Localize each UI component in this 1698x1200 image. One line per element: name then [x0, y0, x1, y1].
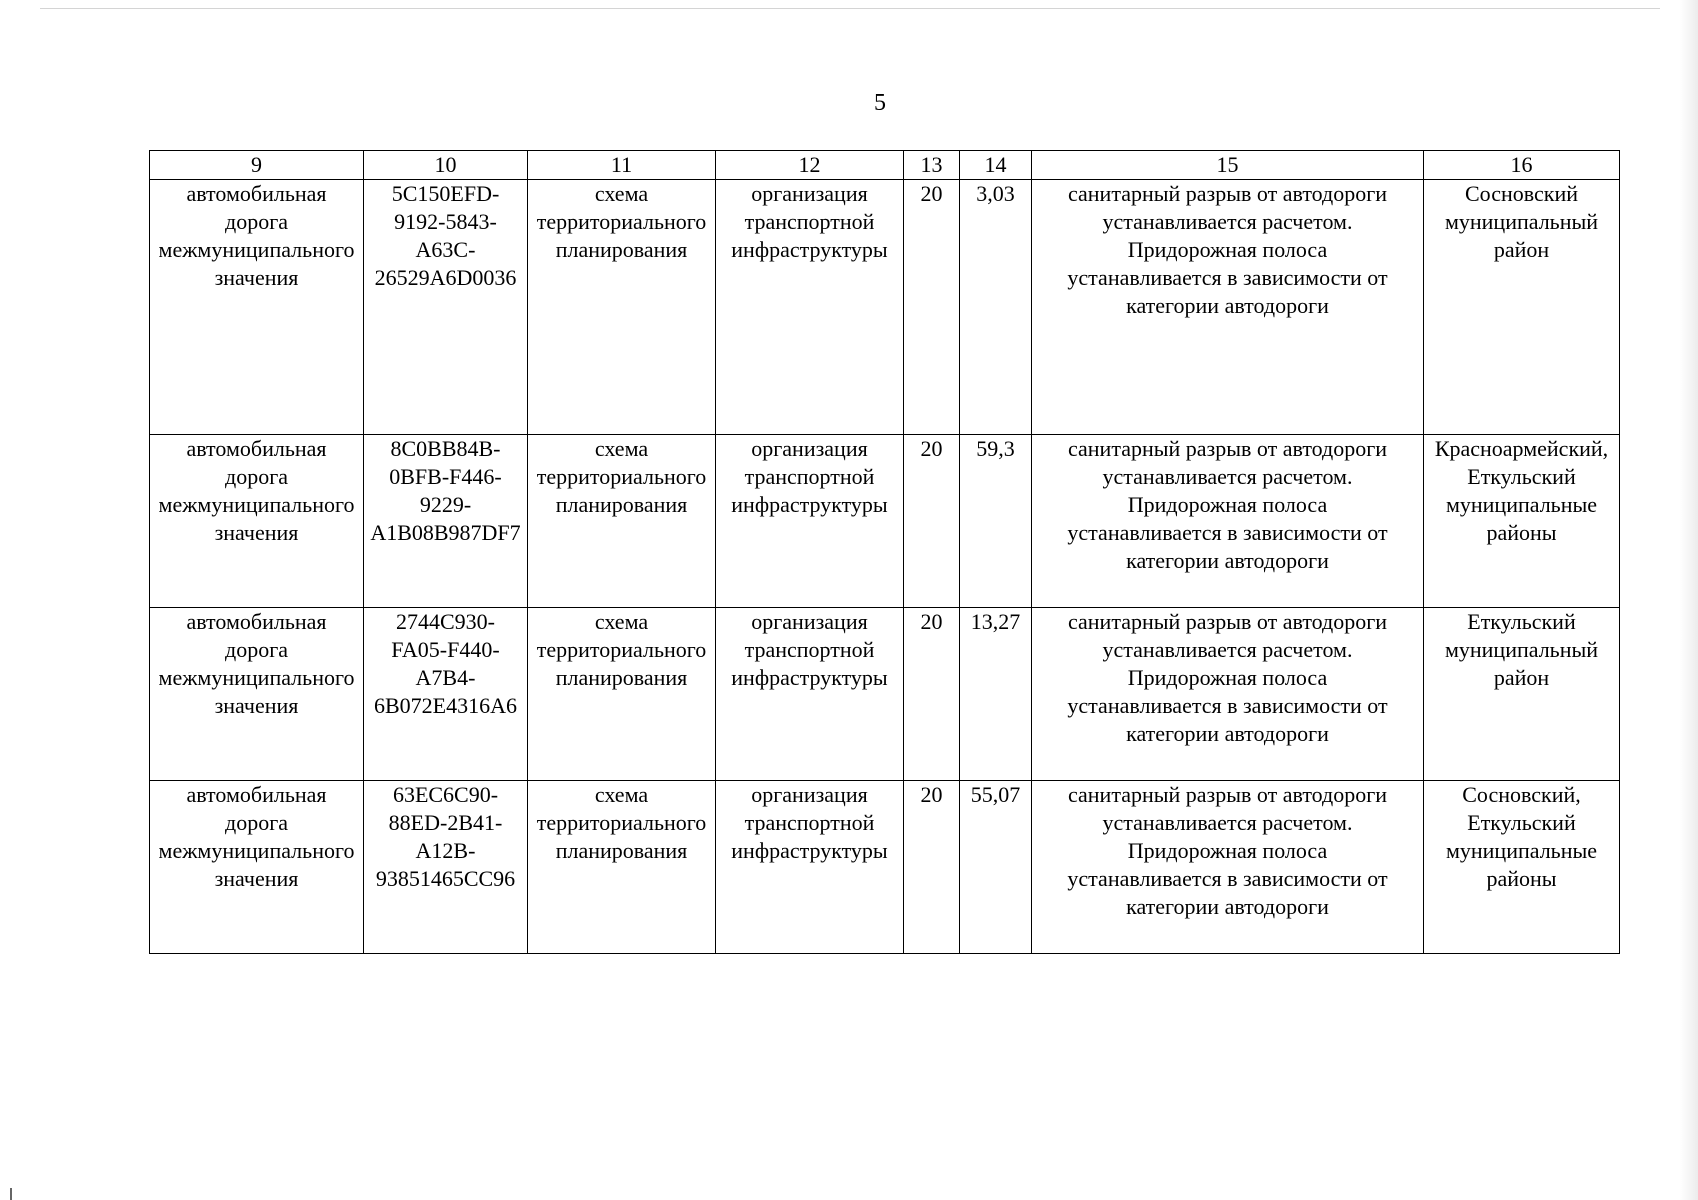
cell-length: 55,07: [960, 781, 1032, 954]
table-row: [150, 781, 1620, 954]
table-row: [150, 608, 1620, 781]
cell-object-id: 63EC6C90- 88ED-2B41- A12B- 93851465CC96: [364, 781, 528, 954]
cell-district: Красноармейский, Еткульский муниципальные районы: [1424, 435, 1620, 608]
cell-document: схема территориального планирования: [528, 180, 716, 435]
cell-object-id: 5C150EFD- 9192-5843- A63C- 26529A6D0036: [364, 180, 528, 435]
cell-zone-description: санитарный разрыв от автодороги устанавливается расчетом. Придорожная полоса устанавливается в зависимости от категории автодороги: [1032, 781, 1424, 954]
scan-artifact-mark: [10, 1188, 12, 1200]
cell-purpose: организация транспортной инфраструктуры: [716, 180, 904, 435]
cell-length: 3,03: [960, 180, 1032, 435]
cell-object-type: автомобильная дорога межмуниципального значения: [150, 781, 364, 954]
column-header: 10: [364, 151, 528, 180]
cell-zone-description: санитарный разрыв от автодороги устанавливается расчетом. Придорожная полоса устанавливается в зависимости от категории автодороги: [1032, 435, 1424, 608]
column-header: 12: [716, 151, 904, 180]
column-header: 16: [1424, 151, 1620, 180]
cell-purpose: организация транспортной инфраструктуры: [716, 608, 904, 781]
cell-zone-description: санитарный разрыв от автодороги устанавливается расчетом. Придорожная полоса устанавливается в зависимости от категории автодороги: [1032, 608, 1424, 781]
cell-code: 20: [904, 435, 960, 608]
cell-zone-description: санитарный разрыв от автодороги устанавливается расчетом. Придорожная полоса устанавливается в зависимости от категории автодороги: [1032, 180, 1424, 435]
column-header: 13: [904, 151, 960, 180]
cell-district: Еткульский муниципальный район: [1424, 608, 1620, 781]
objects-table: [149, 150, 1620, 954]
column-header: 11: [528, 151, 716, 180]
cell-object-type: автомобильная дорога межмуниципального значения: [150, 180, 364, 435]
scan-edge-shadow: [1680, 0, 1698, 1200]
cell-length: 13,27: [960, 608, 1032, 781]
cell-district: Сосновский муниципальный район: [1424, 180, 1620, 435]
cell-code: 20: [904, 180, 960, 435]
cell-document: схема территориального планирования: [528, 435, 716, 608]
cell-document: схема территориального планирования: [528, 608, 716, 781]
column-header: 15: [1032, 151, 1424, 180]
cell-purpose: организация транспортной инфраструктуры: [716, 435, 904, 608]
cell-object-type: автомобильная дорога межмуниципального значения: [150, 608, 364, 781]
column-header: 9: [150, 151, 364, 180]
cell-length: 59,3: [960, 435, 1032, 608]
column-header: 14: [960, 151, 1032, 180]
page-number: 5: [874, 90, 886, 116]
cell-code: 20: [904, 781, 960, 954]
cell-object-id: 8C0BB84B- 0BFB-F446- 9229- A1B08B987DF7: [364, 435, 528, 608]
cell-document: схема территориального планирования: [528, 781, 716, 954]
cell-district: Сосновский, Еткульский муниципальные районы: [1424, 781, 1620, 954]
cell-object-id: 2744C930- FA05-F440- A7B4- 6B072E4316A6: [364, 608, 528, 781]
cell-purpose: организация транспортной инфраструктуры: [716, 781, 904, 954]
table-row: [150, 435, 1620, 608]
cell-object-type: автомобильная дорога межмуниципального значения: [150, 435, 364, 608]
table-row: [150, 180, 1620, 435]
table-header-row: [150, 151, 1620, 180]
cell-code: 20: [904, 608, 960, 781]
scan-artifact-line: [40, 8, 1660, 9]
